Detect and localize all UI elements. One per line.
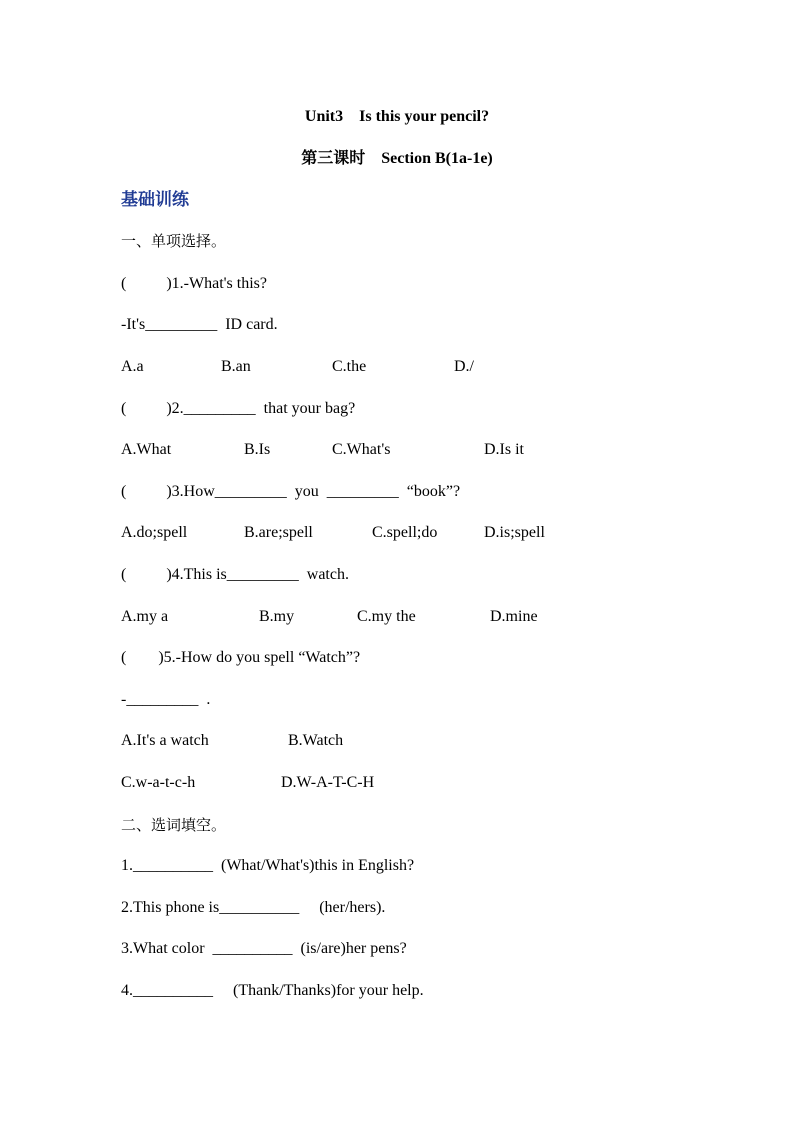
question-4-option-c: C.my the xyxy=(357,608,416,625)
part1-heading: 一、单项选择。 xyxy=(121,232,227,250)
question-4-option-d: D.mine xyxy=(490,608,538,625)
question-2-option-b: B.Is xyxy=(244,441,271,458)
question-1-stem: ( )1.-What's this? xyxy=(121,275,267,292)
question-3-option-c: C.spell;do xyxy=(372,524,438,541)
fill-item-2: 2.This phone is__________ (her/hers). xyxy=(121,899,386,916)
question-3-option-d: D.is;spell xyxy=(484,524,545,541)
question-1-stem-2: -It's_________ ID card. xyxy=(121,316,278,333)
question-1-option-b: B.an xyxy=(221,358,251,375)
question-5-option-b: B.Watch xyxy=(288,732,344,749)
page-subtitle: 第三课时 Section B(1a-1e) xyxy=(301,150,493,167)
question-5-stem-2: -_________ . xyxy=(121,691,211,708)
question-1-option-a: A.a xyxy=(121,358,144,375)
part2-heading: 二、选词填空。 xyxy=(121,816,227,834)
question-5-stem: ( )5.-How do you spell “Watch”? xyxy=(121,649,361,666)
question-5-option-d: D.W-A-T-C-H xyxy=(281,774,375,791)
question-3-option-a: A.do;spell xyxy=(121,524,188,541)
question-4-stem: ( )4.This is_________ watch. xyxy=(121,566,349,583)
page-title: Unit3 Is this your pencil? xyxy=(304,108,490,125)
question-3-option-b: B.are;spell xyxy=(244,524,313,541)
question-2-stem: ( )2._________ that your bag? xyxy=(121,400,356,417)
fill-item-1: 1.__________ (What/What's)this in English? xyxy=(121,857,415,874)
question-2-option-a: A.What xyxy=(121,441,172,458)
fill-item-3: 3.What color __________ (is/are)her pens? xyxy=(121,940,407,957)
question-1-option-d: D./ xyxy=(454,358,474,375)
question-4-option-a: A.my a xyxy=(121,608,169,625)
question-3-stem: ( )3.How_________ you _________ “book”? xyxy=(121,483,461,500)
question-2-option-c: C.What's xyxy=(332,441,391,458)
question-5-option-a: A.It's a watch xyxy=(121,732,209,749)
question-2-option-d: D.Is it xyxy=(484,441,524,458)
section-heading: 基础训练 xyxy=(121,190,189,210)
fill-item-4: 4.__________ (Thank/Thanks)for your help. xyxy=(121,982,424,999)
question-4-option-b: B.my xyxy=(259,608,295,625)
question-1-option-c: C.the xyxy=(332,358,367,375)
question-5-option-c: C.w-a-t-c-h xyxy=(121,774,196,791)
